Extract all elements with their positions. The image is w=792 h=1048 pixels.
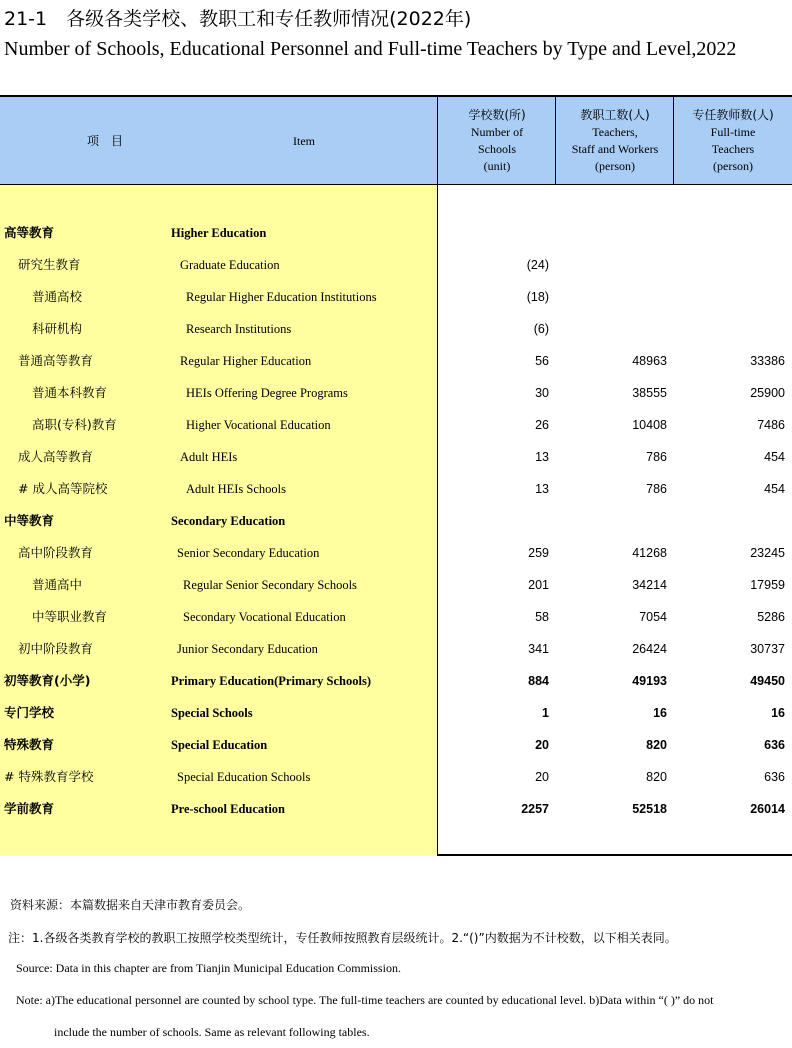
table-row: 特殊教育 Special Education 20 820 636 <box>4 737 785 752</box>
table-row: 普通高等教育 Regular Higher Education 56 48963 33386 <box>18 353 785 368</box>
table-row: 研究生教育 Graduate Education (24) <box>18 257 549 272</box>
footnote-cn: 注：1.各级各类教育学校的教职工按照学校类型统计，专任教师按照教育层级统计。2.“()”内数据为不计校数，以下相关表同。 <box>8 931 677 945</box>
statistics-table <box>0 95 792 856</box>
table-row: 普通高校 Regular Higher Education Institutions (18) <box>32 289 549 304</box>
header-staff: 教职工数(人) Teachers, Staff and Workers (person) <box>571 108 659 173</box>
header-schools: 学校数(所) Number of Schools (unit) <box>468 108 526 173</box>
table-row: # 成人高等院校 Adult HEIs Schools 13 786 454 <box>18 481 785 496</box>
column-divider <box>673 97 674 185</box>
table-row: 高职(专科)教育 Higher Vocational Education 26 10408 7486 <box>32 417 785 432</box>
source-note-cn: 资料来源：本篇数据来自天津市教育委员会。 <box>10 898 251 912</box>
source-note-en: Source: Data in this chapter are from Tianjin Municipal Education Commission. <box>16 961 401 975</box>
table-row: 初中阶段教育 Junior Secondary Education 341 26424 30737 <box>18 641 785 656</box>
table-row: 初等教育(小学) Primary Education(Primary Schools) 884 49193 49450 <box>4 673 785 688</box>
table-title-en: Number of Schools, Educational Personnel and Full-time Teachers by Type and Level,2022 <box>4 38 737 60</box>
table-row: 科研机构 Research Institutions (6) <box>32 321 549 336</box>
table-row: 高中阶段教育 Senior Secondary Education 259 41268 23245 <box>18 545 785 560</box>
table-row: 成人高等教育 Adult HEIs 13 786 454 <box>18 449 785 464</box>
footnote-en-line1: Note: a)The educational personnel are counted by school type. The full-time teachers are counted by educational level. b)Data within “( )” do not <box>16 993 714 1007</box>
table-title-cn: 21-1 各级各类学校、教职工和专任教师情况(2022年) <box>4 8 472 30</box>
header-item-cn: 项 目 <box>86 133 123 148</box>
table-row: 中等教育 Secondary Education <box>4 513 286 528</box>
table-row: 专门学校 Special Schools 1 16 16 <box>4 705 785 720</box>
table-row: 普通高中 Regular Senior Secondary Schools 201 34214 17959 <box>32 577 785 592</box>
table-row: 学前教育 Pre-school Education 2257 52518 26014 <box>4 801 785 816</box>
header-item-en: Item <box>293 133 315 148</box>
table-row: # 特殊教育学校 Special Education Schools 20 820 636 <box>4 769 785 784</box>
header-teachers: 专任教师数(人) Full-time Teachers (person) <box>692 108 774 173</box>
table-row: 中等职业教育 Secondary Vocational Education 58 7054 5286 <box>32 609 785 624</box>
column-divider <box>555 97 556 185</box>
table-row: 高等教育 Higher Education <box>4 225 267 240</box>
table-row: 普通本科教育 HEIs Offering Degree Programs 30 38555 25900 <box>32 385 785 400</box>
footnote-en-line2: include the number of schools. Same as relevant following tables. <box>54 1025 370 1039</box>
